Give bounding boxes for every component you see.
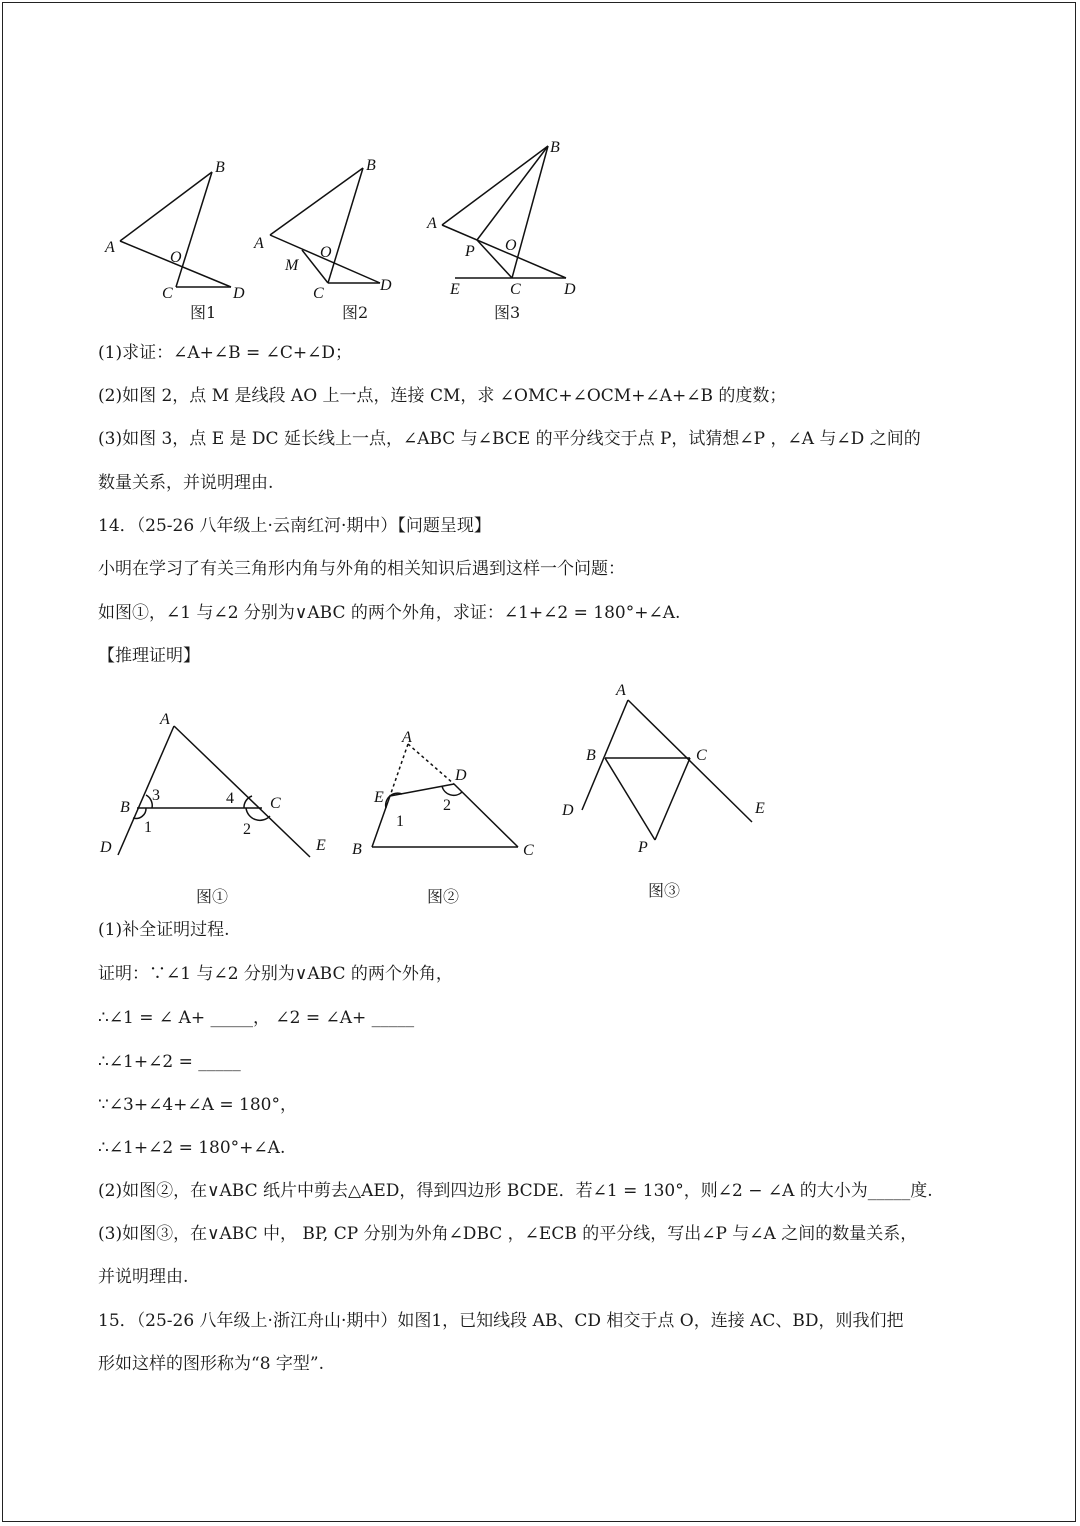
fig1-label-D: D [233,285,245,302]
figC-label-P: P [638,839,648,856]
fig1-label-B: B [215,159,225,176]
caption-fig1: 图1 [190,303,217,322]
caption-fig-circle1: 图① [196,887,229,906]
q13-part3a: (3)如图 3，点 E 是 DC 延长线上一点，∠ABC 与∠BCE 的平分线交于点 P，试猜想∠P ，∠A 与∠D 之间的 [98,429,921,449]
caption-fig-circle3: 图③ [648,881,681,900]
q14-proof-5: ∴∠1+∠2 = 180°+∠A. [98,1138,286,1158]
figB-dash-AE [390,744,408,796]
figB-label-E: E [374,789,384,806]
figA-label-B: B [120,799,130,816]
figA-label-3: 3 [152,787,160,804]
figA-label-E: E [316,837,326,854]
q15-line1: 15．（25-26 八年级上·浙江舟山·期中）如图1，已知线段 AB、CD 相交于点 O，连接 AC、BD，则我们把 [98,1311,904,1331]
figA-label-A: A [160,711,170,728]
figC-seg-AE [628,700,752,822]
figA-seg-AE [174,726,310,857]
q15-line2: 形如这样的图形称为“8 字型”. [98,1354,325,1374]
figB-label-C: C [523,842,534,859]
figB-label-1: 1 [396,813,404,830]
figB-label-A: A [402,729,412,746]
caption-fig-circle2: 图② [427,887,460,906]
figA-label-1: 1 [144,819,152,836]
fig3-label-P: P [465,243,475,260]
fig2-label-O: O [320,244,332,261]
q14-problem: 如图①，∠1 与∠2 分别为∨ABC 的两个外角，求证：∠1+∠2 = 180°+∠A. [98,603,681,623]
fig3-label-B: B [550,139,560,156]
fig1-label-O: O [170,249,182,266]
fig2-label-D: D [380,277,392,294]
figB-seg-DC [454,784,518,847]
caption-fig2: 图2 [342,303,369,322]
fig2-label-C: C [313,285,324,302]
caption-fig3: 图3 [494,303,521,322]
q13-part3b: 数量关系，并说明理由. [98,473,274,493]
figA-arc-4 [244,796,252,808]
fig3-label-A: A [427,215,437,232]
figB-label-B: B [352,841,362,858]
figA-label-D: D [100,839,112,856]
q14-part1: (1)补全证明过程. [98,920,230,940]
q14-header: 14．（25-26 八年级上·云南红河·期中）【问题呈现】 [98,516,491,536]
figA-label-2: 2 [243,821,251,838]
figB-dash-AD [408,744,454,784]
figC-seg-BP [605,758,655,840]
figB-label-2: 2 [443,797,451,814]
fig3-label-C: C [510,281,521,298]
q14-proof-3: ∴∠1+∠2 = _____ [98,1052,241,1072]
figB-arc-2 [442,786,462,795]
q14-section: 【推理证明】 [98,646,200,666]
q14-intro: 小明在学习了有关三角形内角与外角的相关知识后遇到这样一个问题： [98,559,625,579]
q14-part2: (2)如图②，在∨ABC 纸片中剪去△AED，得到四边形 BCDE．若∠1 = 130°，则∠2 − ∠A 的大小为_____度. [98,1181,933,1201]
fig3-label-E: E [450,281,460,298]
fig2-label-B: B [366,157,376,174]
fig2-label-M: M [285,257,299,274]
figA-label-C: C [270,795,281,812]
q14-proof-2: ∴∠1 = ∠ A+ _____， ∠2 = ∠A+ _____ [98,1008,415,1028]
q14-proof-4: ∵∠3+∠4+∠A = 180°， [98,1095,297,1115]
figC-label-C: C [696,747,707,764]
figC-label-E: E [755,800,765,817]
figC-label-A: A [616,682,626,699]
figB-label-D: D [455,767,467,784]
fig3-label-D: D [564,281,576,298]
figC-label-B: B [586,747,596,764]
q13-part2: (2)如图 2，点 M 是线段 AO 上一点，连接 CM，求 ∠OMC+∠OCM+∠A+∠B 的度数； [98,386,787,406]
fig3-label-O: O [505,237,517,254]
q14-proof-1: 证明：∵∠1 与∠2 分别为∨ABC 的两个外角， [98,964,453,984]
figC-seg-CP [655,758,690,840]
q14-part3a: (3)如图③，在∨ABC 中， BP, CP 分别为外角∠DBC ，∠ECB 的平分线，写出∠P 与∠A 之间的数量关系， [98,1224,918,1244]
fig2-label-A: A [254,235,264,252]
figA-label-4: 4 [226,790,234,807]
fig1-label-A: A [105,239,115,256]
figC-label-D: D [562,802,574,819]
fig1-label-C: C [162,285,173,302]
q14-part3b: 并说明理由. [98,1267,189,1287]
q13-part1: (1)求证：∠A+∠B = ∠C+∠D； [98,343,353,363]
